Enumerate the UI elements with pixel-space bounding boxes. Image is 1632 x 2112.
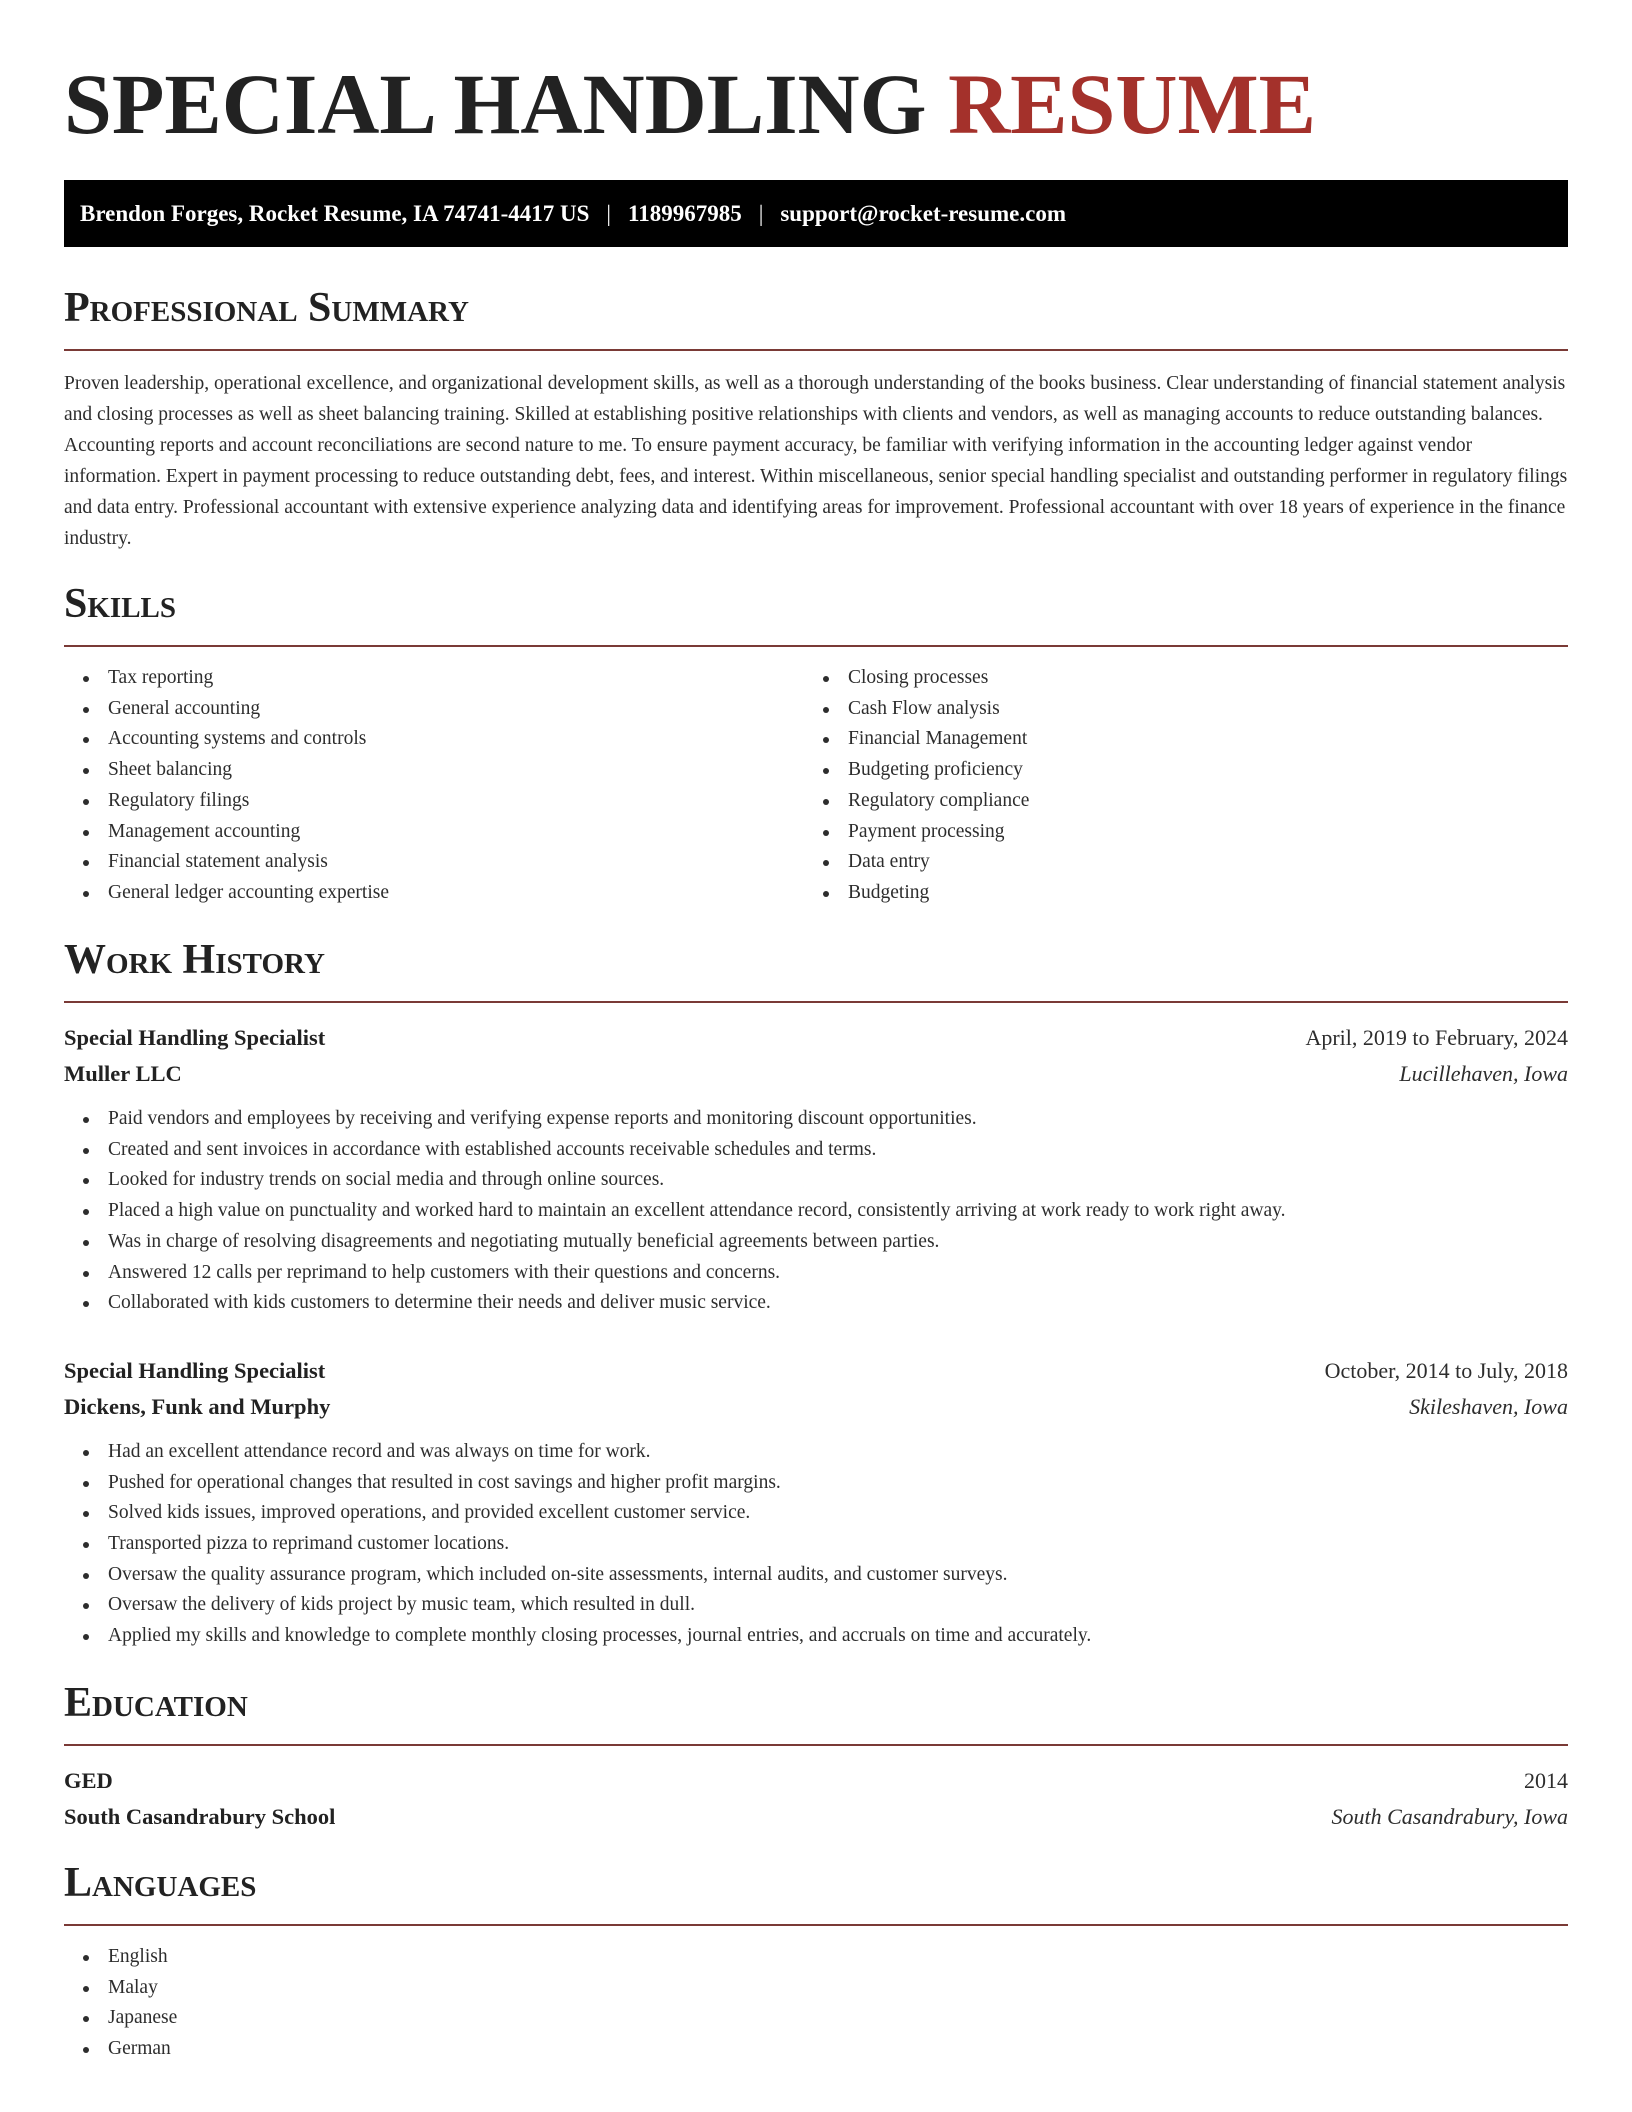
job-location: Skileshaven, Iowa xyxy=(1409,1393,1568,1419)
title-accent: RESUME xyxy=(948,56,1316,152)
skill-item: Regulatory filings xyxy=(64,786,804,817)
education-entry xyxy=(64,1763,1568,1835)
job-duty-item: Had an excellent attendance record and was always on time for work. xyxy=(64,1437,1568,1468)
job-company: Dickens, Funk and Murphy xyxy=(64,1393,331,1419)
job-duty-item: Applied my skills and knowledge to complete monthly closing processes, journal entries, and accruals on time and accurately. xyxy=(64,1621,1568,1652)
language-item: German xyxy=(64,2034,1568,2065)
job-title: Special Handling Specialist xyxy=(64,1357,326,1383)
job-duty-item: Collaborated with kids customers to determine their needs and deliver music service. xyxy=(64,1288,1568,1319)
job-duty-item: Paid vendors and employees by receiving and verifying expense reports and monitoring discount opportunities. xyxy=(64,1104,1568,1135)
section-divider xyxy=(64,349,1568,351)
job-duties-list xyxy=(64,1437,1568,1652)
language-item: English xyxy=(64,1942,1568,1973)
education-section xyxy=(64,1679,1568,1835)
skill-item: Sheet balancing xyxy=(64,755,804,786)
skill-item: Financial Management xyxy=(804,724,1544,755)
education-school: South Casandrabury School xyxy=(64,1804,336,1829)
skill-item: General ledger accounting expertise xyxy=(64,878,804,909)
skill-item: Budgeting xyxy=(804,878,1544,909)
contact-bar xyxy=(64,180,1568,247)
job-duty-item: Pushed for operational changes that resulted in cost savings and higher profit margins. xyxy=(64,1468,1568,1499)
contact-address: Brendon Forges, Rocket Resume, IA 74741-4417 US xyxy=(80,200,590,226)
job-duty-item: Transported pizza to reprimand customer locations. xyxy=(64,1529,1568,1560)
skills-column-right xyxy=(804,663,1544,909)
skill-item: Cash Flow analysis xyxy=(804,694,1544,725)
work-heading: Work History xyxy=(64,937,325,983)
skill-item: Budgeting proficiency xyxy=(804,755,1544,786)
languages-heading: Languages xyxy=(64,1860,257,1906)
job-duty-item: Oversaw the delivery of kids project by music team, which resulted in dull. xyxy=(64,1590,1568,1621)
skills-list-right xyxy=(804,663,1544,909)
education-year: 2014 xyxy=(1524,1768,1568,1793)
education-location: South Casandrabury, Iowa xyxy=(1331,1804,1568,1829)
summary-section xyxy=(64,284,1568,554)
job-duties-list xyxy=(64,1104,1568,1319)
skill-item: Regulatory compliance xyxy=(804,786,1544,817)
education-heading: Education xyxy=(64,1680,248,1726)
section-divider xyxy=(64,1744,1568,1746)
skill-item: Closing processes xyxy=(804,663,1544,694)
contact-phone[interactable]: 1189967985 xyxy=(628,200,742,226)
skills-list-left xyxy=(64,663,804,909)
job-location: Lucillehaven, Iowa xyxy=(1399,1061,1568,1086)
job-header-row xyxy=(64,1353,1568,1389)
job-entry xyxy=(64,1020,1568,1319)
languages-section xyxy=(64,1859,1568,2065)
section-divider xyxy=(64,645,1568,647)
skill-item: Payment processing xyxy=(804,817,1544,848)
title-main: SPECIAL HANDLING xyxy=(64,56,927,152)
job-header-row xyxy=(64,1020,1568,1056)
education-degree: GED xyxy=(64,1768,113,1793)
job-entry xyxy=(64,1353,1568,1652)
resume-title xyxy=(64,58,1568,150)
job-dates: April, 2019 to February, 2024 xyxy=(1305,1025,1568,1050)
skill-item: Accounting systems and controls xyxy=(64,724,804,755)
job-title: Special Handling Specialist xyxy=(64,1025,326,1050)
job-duty-item: Placed a high value on punctuality and worked hard to maintain an excellent attendance record, consistently arriving at work ready to work right away. xyxy=(64,1196,1568,1227)
section-divider xyxy=(64,1924,1568,1926)
education-school-row xyxy=(64,1799,1568,1835)
skill-item: Management accounting xyxy=(64,817,804,848)
education-degree-row xyxy=(64,1763,1568,1799)
resume-page xyxy=(64,0,1568,2060)
job-duty-item: Solved kids issues, improved operations, and provided excellent customer service. xyxy=(64,1498,1568,1529)
languages-list xyxy=(64,1942,1568,2065)
section-divider xyxy=(64,1001,1568,1003)
skills-section xyxy=(64,580,1568,909)
job-duty-item: Looked for industry trends on social media and through online sources. xyxy=(64,1165,1568,1196)
skill-item: Data entry xyxy=(804,847,1544,878)
language-item: Malay xyxy=(64,1973,1568,2004)
job-duty-item: Oversaw the quality assurance program, which included on-site assessments, internal audits, and customer surveys. xyxy=(64,1560,1568,1591)
job-company-row xyxy=(64,1389,1568,1425)
job-duty-item: Answered 12 calls per reprimand to help customers with their questions and concerns. xyxy=(64,1258,1568,1289)
contact-separator: | xyxy=(758,200,764,226)
contact-separator: | xyxy=(606,200,612,226)
skills-column-left xyxy=(64,663,804,909)
skill-item: Tax reporting xyxy=(64,663,804,694)
job-duty-item: Was in charge of resolving disagreements and negotiating mutually beneficial agreements between parties. xyxy=(64,1227,1568,1258)
summary-text: Proven leadership, operational excellence, and organizational development skills, as well as a thorough understanding of the books business. Clear understanding of financial statement analysis and closing processes as well as sheet balancing training. Skilled at establishing positive relationships with clients and vendors, as well as managing accounts to reduce outstanding balances. Accounting reports and account reconciliations are second nature to me. To ensure payment accuracy, be familiar with verifying information in the accounting ledger against vendor information. Expert in payment processing to reduce outstanding debt, fees, and interest. Within miscellaneous, senior special handling specialist and outstanding performer in regulatory filings and data entry. Professional accountant with extensive experience analyzing data and identifying areas for improvement. Professional accountant with over 18 years of experience in the finance industry. xyxy=(64,373,1568,549)
job-company-row xyxy=(64,1056,1568,1092)
skill-item: Financial statement analysis xyxy=(64,847,804,878)
work-section xyxy=(64,936,1568,1652)
job-duty-item: Created and sent invoices in accordance with established accounts receivable schedules and terms. xyxy=(64,1135,1568,1166)
skills-heading: Skills xyxy=(64,581,177,627)
job-company: Muller LLC xyxy=(64,1061,182,1086)
skills-columns xyxy=(64,663,1568,909)
language-item: Japanese xyxy=(64,2003,1568,2034)
skill-item: General accounting xyxy=(64,694,804,725)
job-dates: October, 2014 to July, 2018 xyxy=(1324,1357,1568,1383)
summary-heading: Professional Summary xyxy=(64,285,469,331)
contact-email[interactable]: support@rocket-resume.com xyxy=(780,200,1066,226)
